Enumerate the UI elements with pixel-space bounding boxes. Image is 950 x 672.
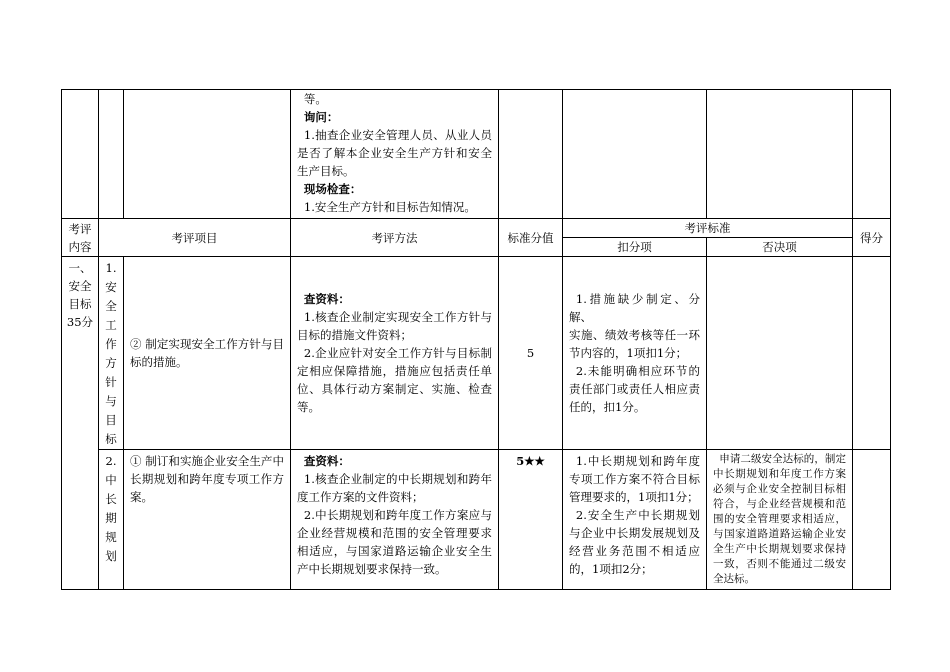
deduction-line: 2.安全生产中长期规划与企业中长期发展规划及经营业务范围不相适应的，1项扣2分； [569, 508, 700, 576]
deduction-cell [563, 450, 707, 590]
header-veto: 否决项 [707, 238, 853, 257]
veto-text: 申请二级安全达标的，制定中长期规划和年度工作方案必须与企业安全控制目标相符合，与企业经营规模和范围的安全管理要求相适应，与国家道路道路运输企业安全生产中长期规划要求保持一致，否则不能通过二级安全达标。 [713, 453, 846, 585]
carryover-method-line: 等。 [303, 92, 327, 106]
header-method: 考评方法 [291, 219, 499, 257]
header-deduction: 扣分项 [563, 238, 707, 257]
method-line: 1.核查企业制定的中长期规划和跨年度工作方案的文件资料； [297, 472, 492, 504]
score-value: 5 [499, 257, 563, 450]
header-score-value: 标准分值 [499, 219, 563, 257]
method-cell [291, 257, 499, 450]
section-label [62, 257, 99, 590]
veto-cell [707, 257, 853, 450]
method-line: 1.核查企业制定实现安全工作方针与目标的措施文件资料； [297, 310, 492, 342]
deduction-line: 1.中长期规划和跨年度专项工作方案不符合目标管理要求的，1项扣1分； [569, 454, 700, 504]
method-title: 查资料： [303, 292, 350, 306]
carryover-cell-veto [707, 90, 853, 219]
carryover-cell-score-value [499, 90, 563, 219]
method-cell [291, 450, 499, 590]
deduction-line: 2.未能明确相应环节的责任部门或责任人相应责任的，扣1分。 [569, 364, 700, 414]
carryover-cell-score [853, 90, 891, 219]
item-text: ① 制订和实施企业安全生产中长期规划和跨年度专项工作方案。 [124, 450, 291, 590]
site-inspection-heading: 现场检查： [303, 182, 362, 196]
carryover-row [62, 90, 891, 219]
section-label-text: 一、安全目标35分 [66, 261, 94, 329]
table-row [62, 450, 891, 590]
deduction-cell [563, 257, 707, 450]
carryover-cell-item [124, 90, 291, 219]
deduction-line: 实施、绩效考核等任一环节内容的，1项扣1分； [569, 328, 700, 360]
deduction-line: 1.措施缺少制定、分解、 [569, 292, 700, 324]
carryover-cell-sub [99, 90, 124, 219]
inquiry-heading: 询问： [303, 110, 339, 124]
carryover-method-line: 1.安全生产方针和目标告知情况。 [303, 200, 476, 214]
header-criteria: 考评标准 [563, 219, 853, 238]
item-text: ② 制定实现安全工作方针与目标的措施。 [124, 257, 291, 450]
sub-item-label-text: 2.中长期规划 [105, 454, 117, 563]
carryover-method [291, 90, 499, 219]
method-line: 2.中长期规划和跨年度工作方案应与企业经营规模和范围的安全管理要求相适应，与国家道路运输企业安全生产中长期规划要求保持一致。 [297, 508, 492, 576]
carryover-cell-deduction [563, 90, 707, 219]
sub-item-label-text: 1.安全工作方针与目标 [105, 261, 117, 446]
score-value: 5★★ [499, 450, 563, 590]
evaluation-table [61, 89, 891, 590]
header-content: 考评内容 [62, 219, 99, 257]
carryover-cell-content [62, 90, 99, 219]
header-score: 得分 [853, 219, 891, 257]
carryover-method-line: 1.抽查企业安全管理人员、从业人员是否了解本企业安全生产方针和安全生产目标。 [297, 128, 492, 178]
method-line: 2.企业应针对安全工作方针与目标制定相应保障措施，措施应包括责任单位、具体行动方案制定、实施、检查等。 [297, 346, 492, 414]
score-cell [853, 450, 891, 590]
score-cell [853, 257, 891, 450]
table-row [62, 257, 891, 450]
method-title: 查资料： [303, 454, 350, 468]
header-item: 考评项目 [99, 219, 291, 257]
sub-item-label [99, 257, 124, 450]
sub-item-label [99, 450, 124, 590]
header-row [62, 219, 891, 238]
veto-cell [707, 450, 853, 590]
